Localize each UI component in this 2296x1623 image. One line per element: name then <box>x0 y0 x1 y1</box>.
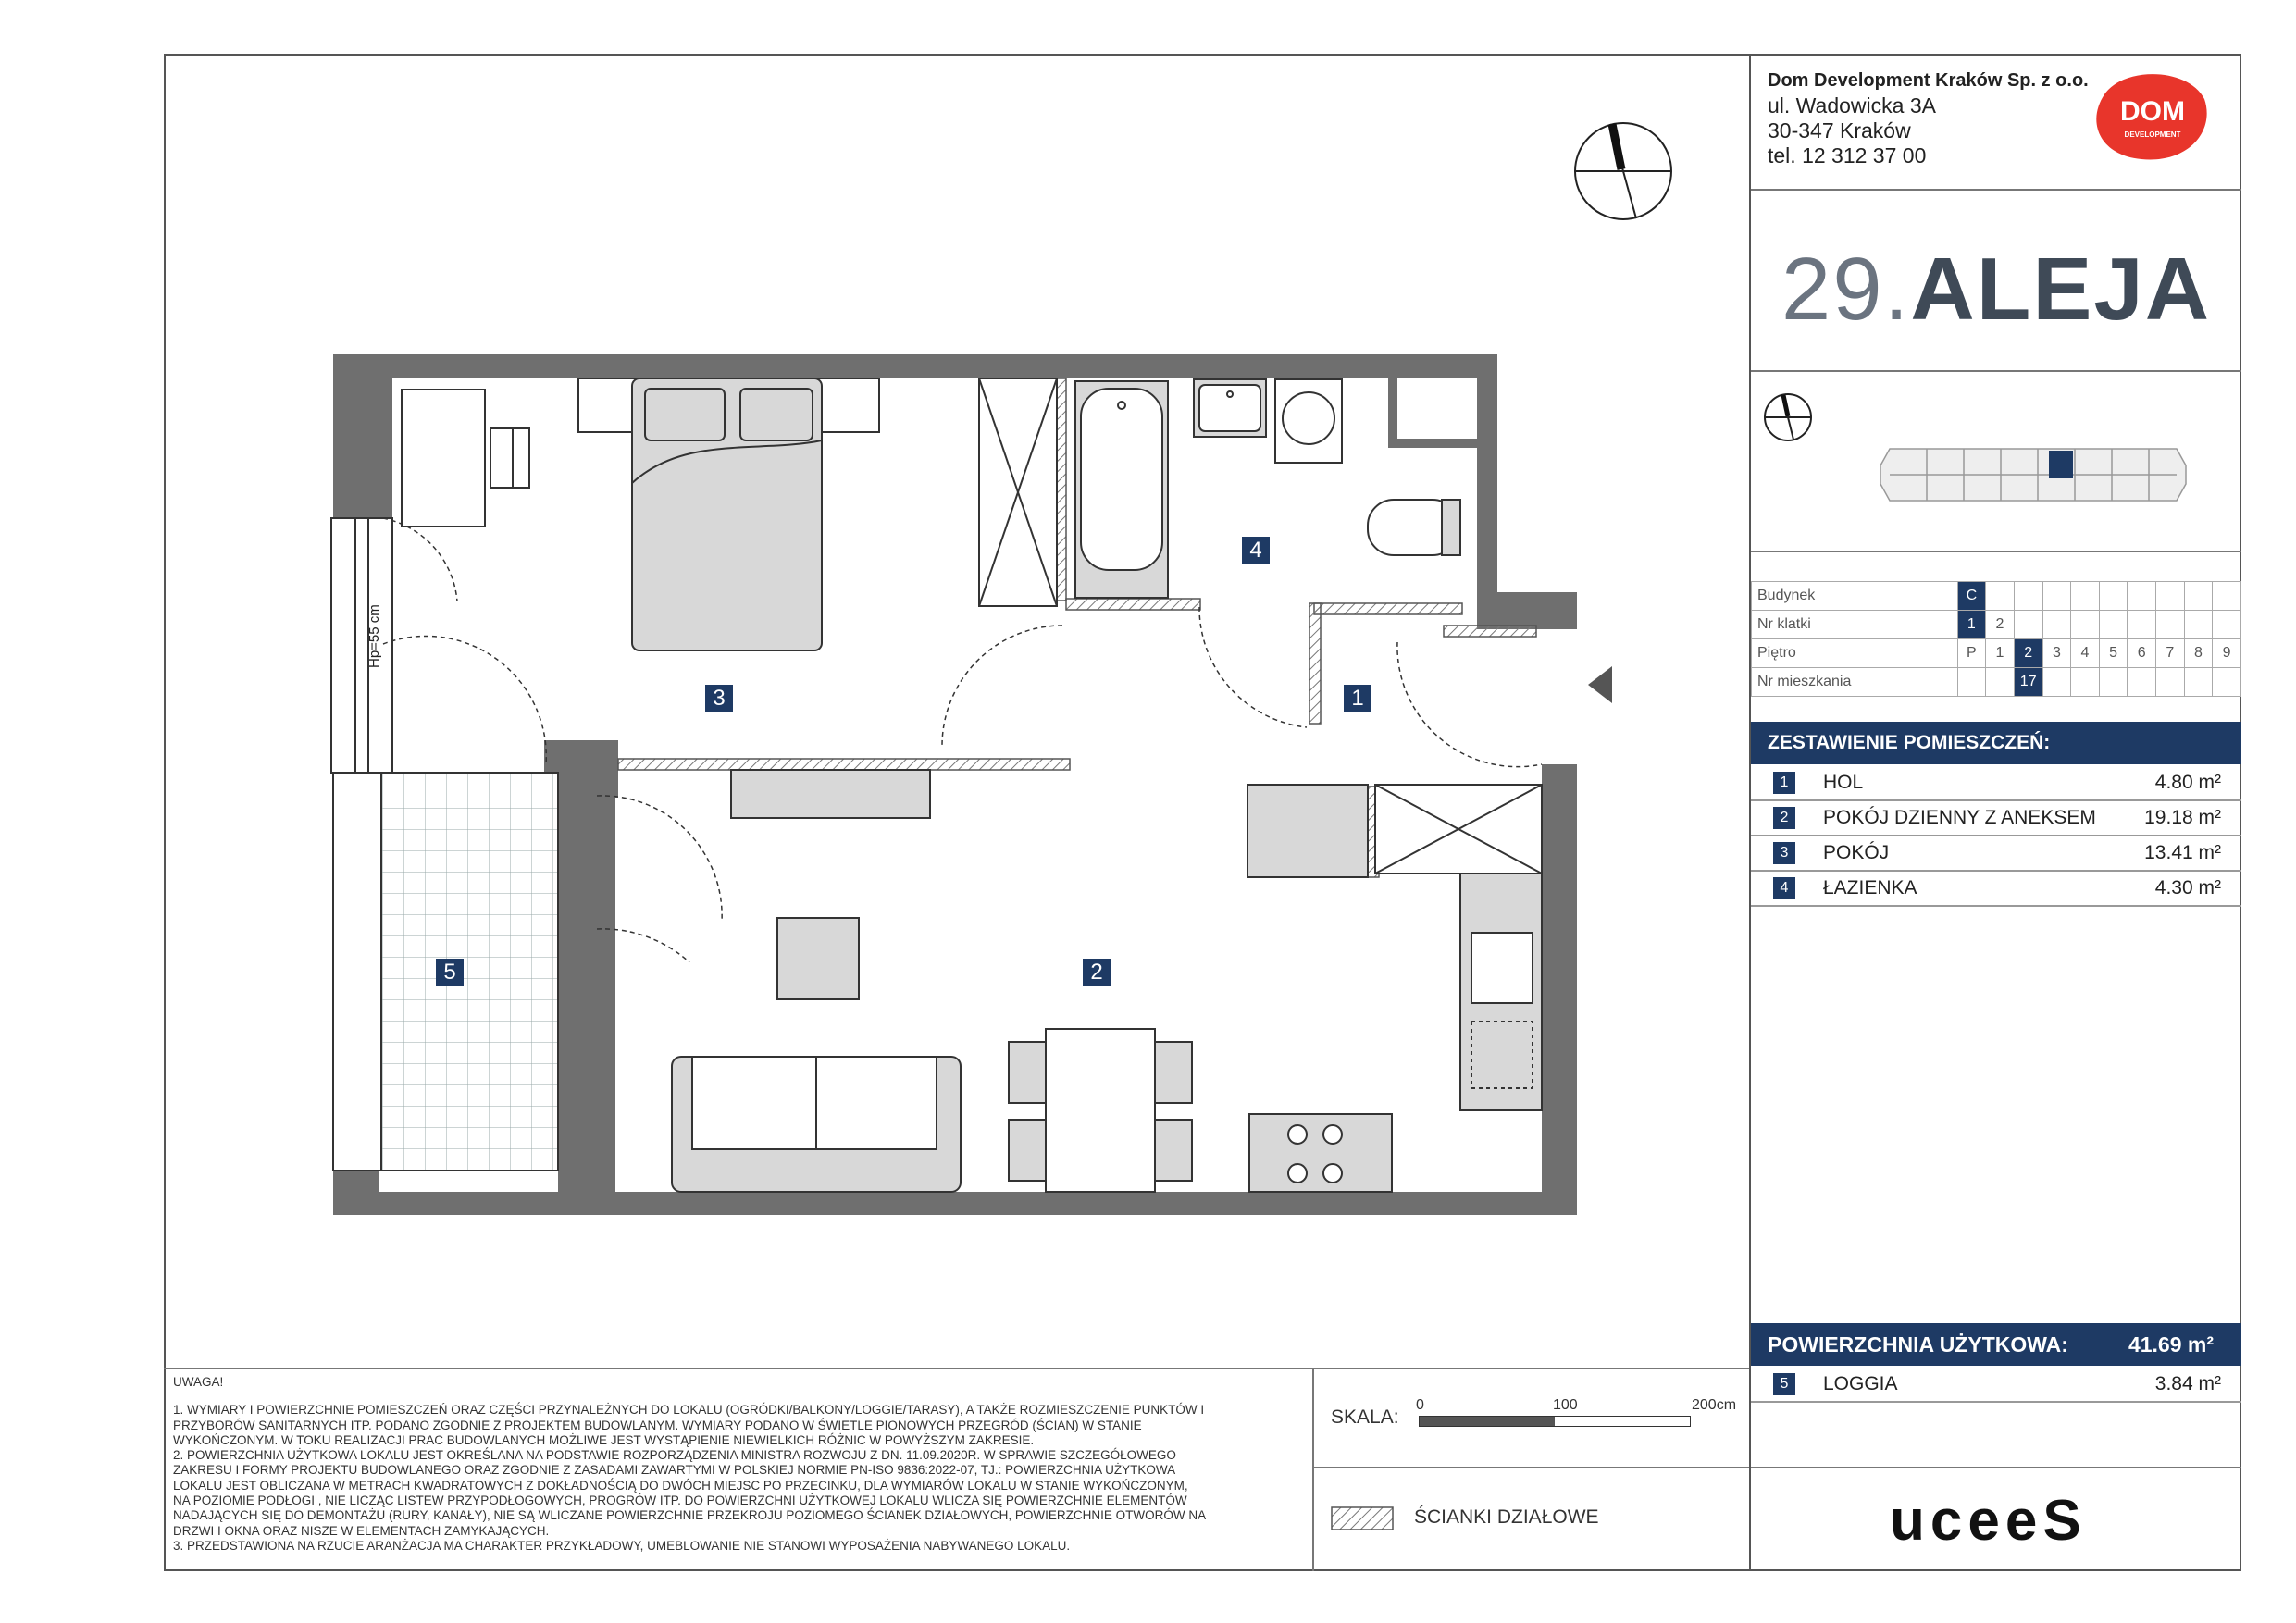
usable-area-total <box>1751 1323 2241 1366</box>
keyplan-compass-icon <box>1765 394 1811 440</box>
dom-development-logo <box>2086 67 2215 168</box>
scale-tick-200: 200cm <box>1692 1397 1737 1413</box>
building-value: C <box>1957 582 1986 611</box>
brand-name: ALEJA <box>1910 240 2212 339</box>
room-row <box>1751 801 2241 836</box>
extra-room-row <box>1751 1368 2241 1403</box>
partition-legend-swatch <box>1331 1506 1394 1530</box>
scale-tick-100: 100 <box>1553 1397 1578 1413</box>
floor-option: 4 <box>2071 639 2100 668</box>
room-name: POKÓJ DZIENNY Z ANEKSEM <box>1823 807 2096 828</box>
scale-legend-divider <box>1312 1467 1749 1468</box>
apartment-meta-table <box>1751 581 2241 697</box>
room-number: 4 <box>1773 877 1795 899</box>
notes-line: WYKOŃCZONYM. W TOKU REALIZACJI PRAC BUDOWLANYCH MOŻLIWE JEST WYSTĄPIENIE NIEWIELKICH RÓŻNIC W POWYŻSZYM ZAKRESIE. <box>173 1432 1035 1447</box>
scale-label: SKALA: <box>1331 1406 1399 1428</box>
room-area: 4.30 m² <box>2154 877 2221 898</box>
floor-option: 5 <box>2099 639 2128 668</box>
room-row <box>1751 872 2241 907</box>
notes-line: 3. PRZEDSTAWIONA NA RZUCIE ARANŻACJA MA CHARAKTER PRZYKŁADOWY, UMEBLOWANIE NIE STANOWI WYPOSAŻENIA NABYWANEGO LOKALU. <box>173 1538 1071 1553</box>
apartment-label: Nr mieszkania <box>1752 668 1958 697</box>
brand-prefix: 29. <box>1781 240 1911 339</box>
floor-option: 3 <box>2042 639 2071 668</box>
room-number: 5 <box>1773 1373 1795 1395</box>
stair-label: Nr klatki <box>1752 611 1958 639</box>
room-area: 3.84 m² <box>2154 1373 2221 1394</box>
notes-title: UWAGA! <box>173 1375 224 1389</box>
stair-option: 1 <box>1957 611 1986 639</box>
room-name: HOL <box>1823 772 1864 793</box>
room-name: POKÓJ <box>1823 842 1890 863</box>
room-area: 19.18 m² <box>2144 807 2221 828</box>
room-label-2: 2 <box>1083 959 1111 986</box>
company-street: ul. Wadowicka 3A <box>1768 93 1936 118</box>
apartment-number: 17 <box>2014 668 2042 697</box>
floor-option: 6 <box>2128 639 2156 668</box>
notes-line: 2. POWIERZCHNIA UŻYTKOWA LOKALU JEST OKREŚLANA NA PODSTAWIE ROZPORZĄDZENIA MINISTRA ROZWOJU Z DN. 11.09.2020R. W SPRAWIE SZCZEGÓŁOWEGO <box>173 1448 1176 1463</box>
sill-height-label: Hp=55 cm <box>366 604 382 668</box>
info-panel <box>1749 54 2241 1571</box>
company-phone: tel. 12 312 37 00 <box>1768 143 1927 167</box>
notes-line: LOKALU JEST OBLICZANA W METRACH KWADRATOWYCH Z DOKŁADNOŚCIĄ DO DWÓCH MIEJSC PO PRZECINKU, DLA WYMIARÓW LOKALU W STANIE WYKOŃCZONYM, <box>173 1478 1188 1493</box>
notes-line: 1. WYMIARY I POWIERZCHNIE POMIESZCZEŃ ORAZ CZĘŚCI PRZYNALEŻNYCH DO LOKALU (OGRÓDKI/BALKONY/LOGGIE/TARASY), A TAKŻE ROZMIESZCZENIE PUNKTÓW I <box>173 1403 1205 1418</box>
room-label-4: 4 <box>1242 537 1270 564</box>
room-number: 3 <box>1773 842 1795 864</box>
floor-label: Piętro <box>1752 639 1958 668</box>
room-area: 4.80 m² <box>2154 772 2221 793</box>
room-number: 2 <box>1773 807 1795 829</box>
svg-text:DOM: DOM <box>2120 96 2185 127</box>
room-name: LOGGIA <box>1823 1373 1898 1394</box>
floor-option: 1 <box>1986 639 2015 668</box>
scale-tick-0: 0 <box>1416 1397 1424 1413</box>
floor-option: 8 <box>2184 639 2213 668</box>
keyplan <box>1751 373 2243 530</box>
company-name: Dom Development Kraków Sp. z o.o. <box>1768 70 2089 91</box>
floor-option: P <box>1957 639 1986 668</box>
notes-line: NADAJĄCYCH SIĘ DO DEMONTAŻU (RURY, KANAŁY), NIE SĄ WLICZANE POWIERZCHNIE PRZEKROJU POZIOMEGO ŚCIANEK DZIAŁOWYCH, POWIERZCHNIE OTWORÓW NA <box>173 1508 1207 1523</box>
floor-option: 9 <box>2213 639 2241 668</box>
notes <box>173 1375 1293 1554</box>
notes-line: ZAKRESU I FORMY PROJEKTU BUDOWLANEGO ORAZ ZGODNIE Z ZASADAMI ZAWARTYMI W POLSKIEJ NORMIE PN-ISO 9836:2022-07, TJ.: POWIERZCHNIA UŻYTKOWA <box>173 1463 1176 1478</box>
notes-line: PRZYBORÓW SANITARNYCH ITP. PODANO ZGODNIE Z PROJEKTEM BUDOWLANYM. WYMIARY PODANO W ŚWIETLE PIONOWYCH PRZEGRÓD (ŚCIAN) W STANIE <box>173 1418 1142 1432</box>
total-label: POWIERZCHNIA UŻYTKOWA: <box>1768 1332 2068 1357</box>
ucees-logo: uceeS <box>1890 1489 2087 1553</box>
rooms-header: ZESTAWIENIE POMIESZCZEŃ: <box>1751 722 2241 764</box>
building-label: Budynek <box>1752 582 1958 611</box>
room-name: ŁAZIENKA <box>1823 877 1917 898</box>
room-row <box>1751 836 2241 872</box>
room-label-1: 1 <box>1344 685 1371 712</box>
company-city: 30-347 Kraków <box>1768 118 1911 142</box>
total-value: 41.69 m² <box>2128 1332 2214 1357</box>
company-info <box>1768 68 2089 168</box>
room-label-5: 5 <box>436 959 464 986</box>
notes-line: NA POZIOMIE PODŁOGI , NIE LICZĄC LISTEW PRZYPODŁOGOWYCH, PROGRÓW ITP. DO POWIERZCHNI UŻYTKOWEJ LOKALU WLICZA SIĘ POWIERZCHNIE ELEMENTÓW <box>173 1493 1187 1508</box>
room-row <box>1751 766 2241 801</box>
room-area: 13.41 m² <box>2144 842 2221 863</box>
notes-line: DRZWI I OKNA ORAZ NISZE W ELEMENTACH ZAMYKAJĄCYCH. <box>173 1523 550 1538</box>
svg-text:DEVELOPMENT: DEVELOPMENT <box>2124 130 2181 139</box>
floor-option: 2 <box>2014 639 2042 668</box>
room-number: 1 <box>1773 772 1795 794</box>
room-label-3: 3 <box>705 685 733 712</box>
notes-divider <box>164 1368 1749 1369</box>
scale-bar <box>1419 1416 1691 1427</box>
partition-legend-label: ŚCIANKI DZIAŁOWE <box>1414 1506 1599 1528</box>
stair-option: 2 <box>1986 611 2015 639</box>
floor-option: 7 <box>2156 639 2185 668</box>
